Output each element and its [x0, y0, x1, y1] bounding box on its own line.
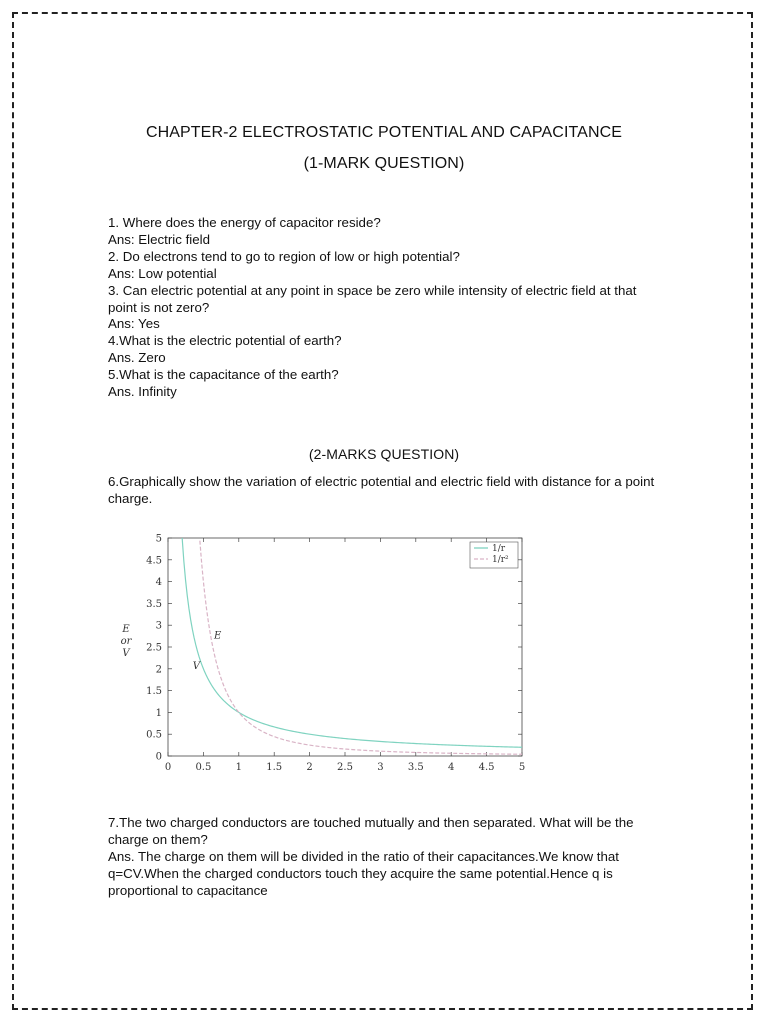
x-tick-label: 0.5 — [195, 762, 212, 773]
y-tick-label: 4.5 — [146, 555, 162, 567]
question-7: 7.The two charged conductors are touched mutually and then separated. What will be the charge on them? — [108, 815, 634, 847]
series-line-field — [200, 541, 522, 755]
legend-label: 1/r² — [492, 555, 509, 565]
curve-annotation: V — [192, 660, 201, 672]
y-tick-label: 2 — [155, 664, 162, 676]
series-line-potential — [182, 538, 522, 747]
question-2: 2. Do electrons tend to go to region of low or high potential? — [108, 248, 460, 264]
x-tick-label: 3 — [377, 762, 384, 773]
y-tick-label: 4 — [155, 577, 162, 589]
question-7-block — [108, 815, 668, 900]
y-tick-label: 5 — [155, 533, 162, 545]
answer-7: Ans. The charge on them will be divided in the ratio of their capacitances.We know that q=CV.When the charged conductors touch they acquire the same potential.Hence q is proportional to capacitance — [108, 848, 619, 898]
curve-annotation: E — [214, 630, 222, 642]
question-6: 6.Graphically show the variation of electric potential and electric field with distance for a point charge. — [108, 474, 655, 506]
section-title-2-marks: (2-MARKS QUESTION) — [308, 446, 460, 462]
y-tick-label: 1.5 — [146, 686, 162, 698]
question-4: 4.What is the electric potential of earth? — [108, 333, 342, 349]
answer-5: Ans. Infinity — [108, 384, 177, 400]
y-tick-label: 3.5 — [146, 598, 162, 610]
x-tick-label: 5 — [518, 762, 526, 773]
x-tick-label: 3.5 — [407, 762, 424, 773]
x-tick-label: 2.5 — [337, 762, 353, 773]
plot-frame — [168, 538, 522, 756]
y-tick-label: 3 — [155, 620, 162, 632]
potential-field-chart — [110, 528, 550, 778]
y-tick-label: 1 — [155, 707, 162, 719]
answer-1: Ans: Electric field — [108, 231, 210, 247]
one-mark-questions — [108, 215, 668, 401]
answer-2: Ans: Low potential — [108, 265, 217, 281]
y-axis-label: or — [120, 636, 132, 647]
plot-area — [121, 534, 526, 774]
y-tick-label: 0 — [155, 751, 162, 763]
y-tick-label: 0.5 — [146, 729, 162, 741]
y-axis-label: V — [122, 648, 130, 659]
section-title-1-mark: (1-MARK QUESTION) — [303, 155, 465, 172]
legend-label: 1/r — [492, 544, 506, 554]
y-tick-label: 2.5 — [146, 642, 162, 654]
answer-3: Ans: Yes — [108, 316, 160, 332]
question-5: 5.What is the capacitance of the earth? — [108, 367, 339, 383]
x-tick-label: 0 — [164, 762, 172, 773]
x-tick-label: 1 — [235, 762, 242, 773]
x-tick-label: 2 — [306, 762, 313, 773]
answer-4: Ans. Zero — [108, 350, 166, 366]
x-tick-label: 4.5 — [478, 762, 495, 773]
question-3: 3. Can electric potential at any point in space be zero while intensity of electric field at that point is not zero? — [108, 282, 637, 315]
chapter-title: CHAPTER-2 ELECTROSTATIC POTENTIAL AND CAPACITANCE — [145, 124, 623, 141]
y-axis-label: E — [122, 624, 130, 635]
x-tick-label: 1.5 — [266, 762, 283, 773]
x-tick-label: 4 — [448, 762, 455, 773]
question-1: 1. Where does the energy of capacitor reside? — [108, 215, 381, 230]
